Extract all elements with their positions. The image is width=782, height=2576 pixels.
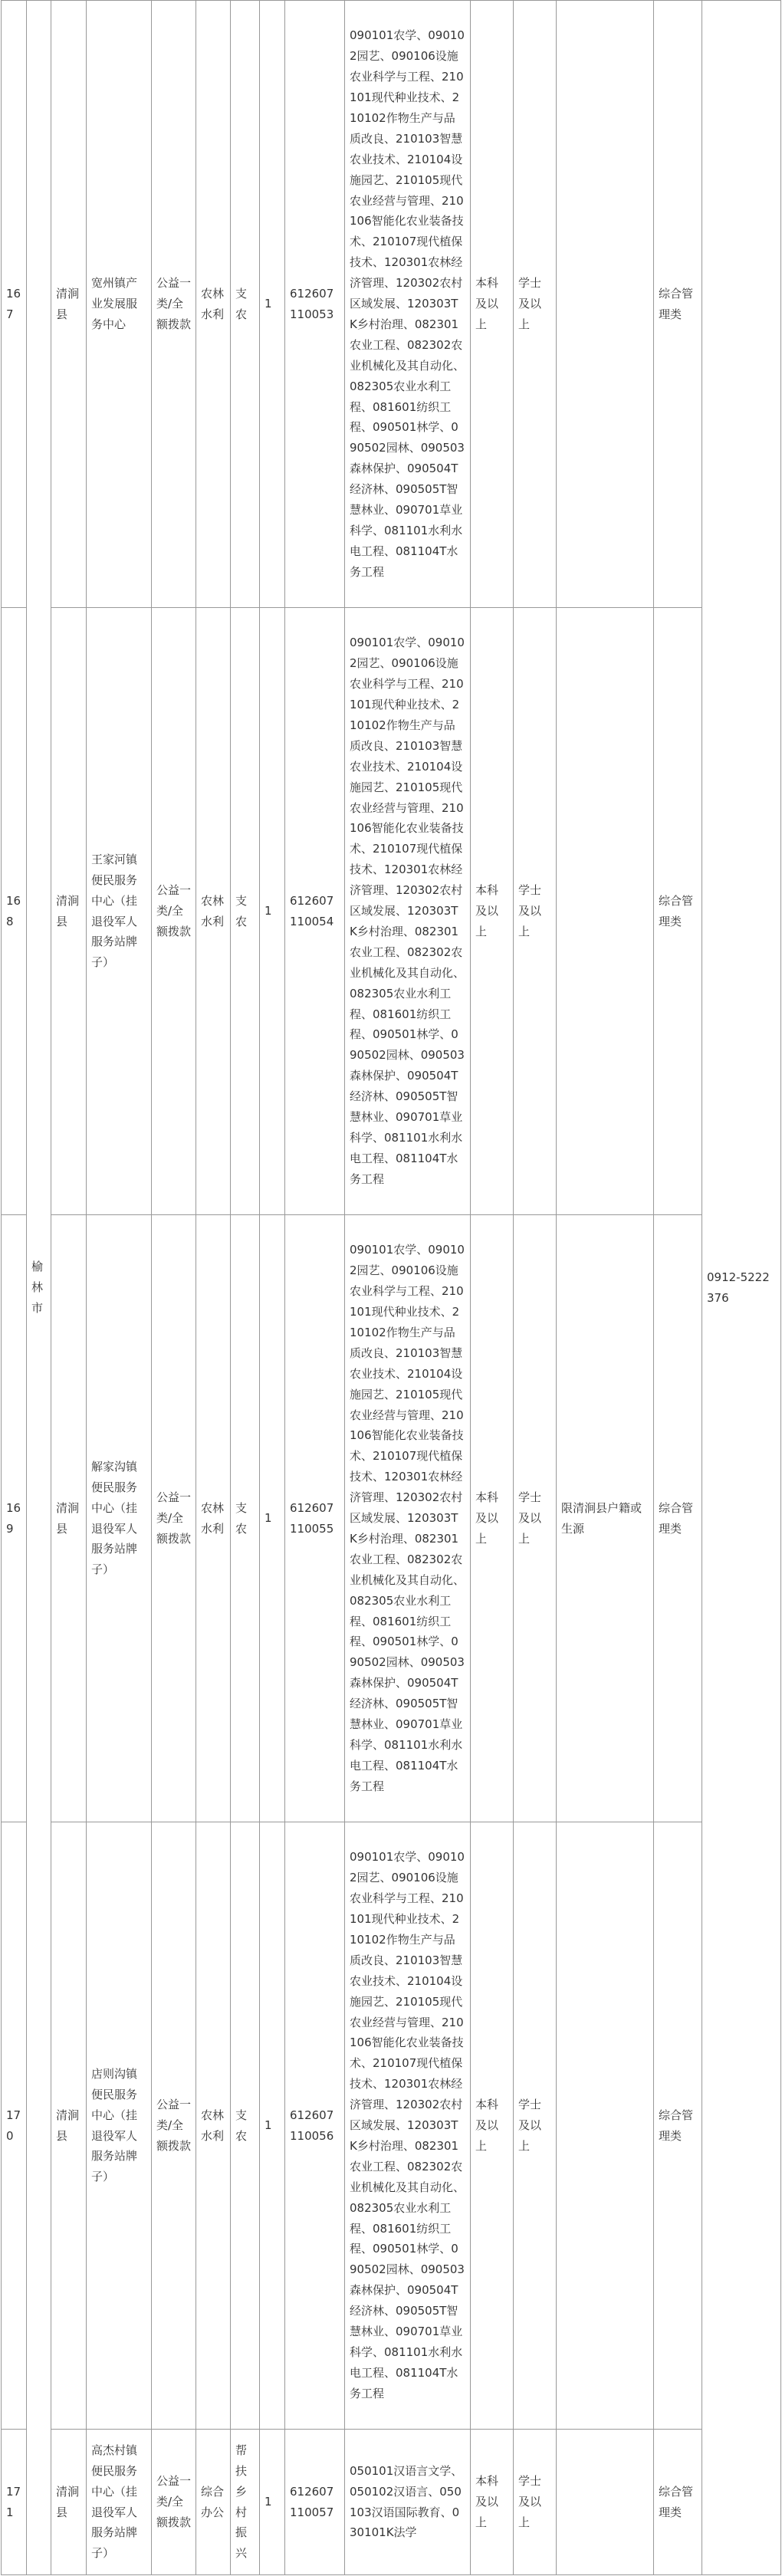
code-cell: 612607110056: [285, 1822, 345, 2430]
county-cell: 清涧县: [51, 1215, 87, 1822]
county-cell: 清涧县: [51, 2430, 87, 2575]
post-cell: 支农: [231, 1215, 260, 1822]
row-id: 170: [2, 1822, 27, 2430]
table-row: [2, 1822, 781, 2430]
degree-cell: 学士及以上: [514, 1, 557, 608]
exam-cell: 综合管理类: [654, 1822, 702, 2430]
other-cell: [557, 1, 654, 608]
positions-table: [1, 0, 781, 2575]
unit-cell: 王家河镇便民服务中心（挂退役军人服务站牌子）: [87, 608, 152, 1215]
unit-type-cell: 公益一类/全额拨款: [152, 1215, 196, 1822]
exam-cell: 综合管理类: [654, 1, 702, 608]
unit-cell: 店则沟镇便民服务中心（挂退役军人服务站牌子）: [87, 1822, 152, 2430]
other-cell: [557, 1822, 654, 2430]
education-cell: 本科及以上: [471, 1822, 514, 2430]
count-cell: 1: [260, 608, 285, 1215]
code-cell: 612607110053: [285, 1, 345, 608]
code-cell: 612607110055: [285, 1215, 345, 1822]
majors-cell: 090101农学、090102园艺、090106设施农业科学与工程、210101现代种业技术、210102作物生产与品质改良、210103智慧农业技术、210104设施园艺、210105现代农业经营与管理、210106智能化农业装备技术、210107现代植保技术、120301农林经济管理、120302农村区域发展、120303TK乡村治理、082301农业工程、082302农业机械化及其自动化、082305农业水利工程、081601纺织工程、090501林学、090502园林、090503森林保护、090504T经济林、090505T智慧林业、090701草业科学、081101水利水电工程、081104T水务工程: [345, 1822, 471, 2430]
city-cell: 榆林市: [27, 1, 51, 2575]
count-cell: 1: [260, 1822, 285, 2430]
majors-cell: 050101汉语言文学、050102汉语言、050103汉语国际教育、030101K法学: [345, 2430, 471, 2575]
county-cell: 清涧县: [51, 608, 87, 1215]
unit-type-cell: 公益一类/全额拨款: [152, 608, 196, 1215]
post-cell: 帮扶乡村振兴: [231, 2430, 260, 2575]
other-cell: 限清涧县户籍或生源: [557, 1215, 654, 1822]
row-id: 169: [2, 1215, 27, 1822]
unit-type-cell: 公益一类/全额拨款: [152, 1, 196, 608]
table-row: [2, 2430, 781, 2575]
county-cell: 清涧县: [51, 1, 87, 608]
unit-type-cell: 公益一类/全额拨款: [152, 2430, 196, 2575]
row-id: 168: [2, 608, 27, 1215]
code-cell: 612607110054: [285, 608, 345, 1215]
degree-cell: 学士及以上: [514, 608, 557, 1215]
unit-type-cell: 公益一类/全额拨款: [152, 1822, 196, 2430]
degree-cell: 学士及以上: [514, 2430, 557, 2575]
other-cell: [557, 2430, 654, 2575]
majors-cell: 090101农学、090102园艺、090106设施农业科学与工程、210101现代种业技术、210102作物生产与品质改良、210103智慧农业技术、210104设施园艺、210105现代农业经营与管理、210106智能化农业装备技术、210107现代植保技术、120301农林经济管理、120302农村区域发展、120303TK乡村治理、082301农业工程、082302农业机械化及其自动化、082305农业水利工程、081601纺织工程、090501林学、090502园林、090503森林保护、090504T经济林、090505T智慧林业、090701草业科学、081101水利水电工程、081104T水务工程: [345, 1, 471, 608]
count-cell: 1: [260, 2430, 285, 2575]
post-cell: 支农: [231, 1, 260, 608]
other-cell: [557, 608, 654, 1215]
unit-cell: 宽州镇产业发展服务中心: [87, 1, 152, 608]
degree-cell: 学士及以上: [514, 1215, 557, 1822]
degree-cell: 学士及以上: [514, 1822, 557, 2430]
row-id: 167: [2, 1, 27, 608]
majors-cell: 090101农学、090102园艺、090106设施农业科学与工程、210101现代种业技术、210102作物生产与品质改良、210103智慧农业技术、210104设施园艺、210105现代农业经营与管理、210106智能化农业装备技术、210107现代植保技术、120301农林经济管理、120302农村区域发展、120303TK乡村治理、082301农业工程、082302农业机械化及其自动化、082305农业水利工程、081601纺织工程、090501林学、090502园林、090503森林保护、090504T经济林、090505T智慧林业、090701草业科学、081101水利水电工程、081104T水务工程: [345, 1215, 471, 1822]
category-cell: 农林水利: [196, 608, 231, 1215]
table-row: [2, 608, 781, 1215]
majors-cell: 090101农学、090102园艺、090106设施农业科学与工程、210101现代种业技术、210102作物生产与品质改良、210103智慧农业技术、210104设施园艺、210105现代农业经营与管理、210106智能化农业装备技术、210107现代植保技术、120301农林经济管理、120302农村区域发展、120303TK乡村治理、082301农业工程、082302农业机械化及其自动化、082305农业水利工程、081601纺织工程、090501林学、090502园林、090503森林保护、090504T经济林、090505T智慧林业、090701草业科学、081101水利水电工程、081104T水务工程: [345, 608, 471, 1215]
post-cell: 支农: [231, 1822, 260, 2430]
code-cell: 612607110057: [285, 2430, 345, 2575]
table-row: [2, 1, 781, 608]
count-cell: 1: [260, 1215, 285, 1822]
education-cell: 本科及以上: [471, 1, 514, 608]
education-cell: 本科及以上: [471, 608, 514, 1215]
education-cell: 本科及以上: [471, 1215, 514, 1822]
category-cell: 农林水利: [196, 1, 231, 608]
unit-cell: 高杰村镇便民服务中心（挂退役军人服务站牌子）: [87, 2430, 152, 2575]
post-cell: 支农: [231, 608, 260, 1215]
category-cell: 农林水利: [196, 1215, 231, 1822]
county-cell: 清涧县: [51, 1822, 87, 2430]
exam-cell: 综合管理类: [654, 1215, 702, 1822]
category-cell: 农林水利: [196, 1822, 231, 2430]
count-cell: 1: [260, 1, 285, 608]
unit-cell: 解家沟镇便民服务中心（挂退役军人服务站牌子）: [87, 1215, 152, 1822]
table-row: [2, 1215, 781, 1822]
exam-cell: 综合管理类: [654, 608, 702, 1215]
education-cell: 本科及以上: [471, 2430, 514, 2575]
category-cell: 综合办公: [196, 2430, 231, 2575]
row-id: 171: [2, 2430, 27, 2575]
exam-cell: 综合管理类: [654, 2430, 702, 2575]
phone-cell: 0912-5222376: [702, 1, 781, 2575]
